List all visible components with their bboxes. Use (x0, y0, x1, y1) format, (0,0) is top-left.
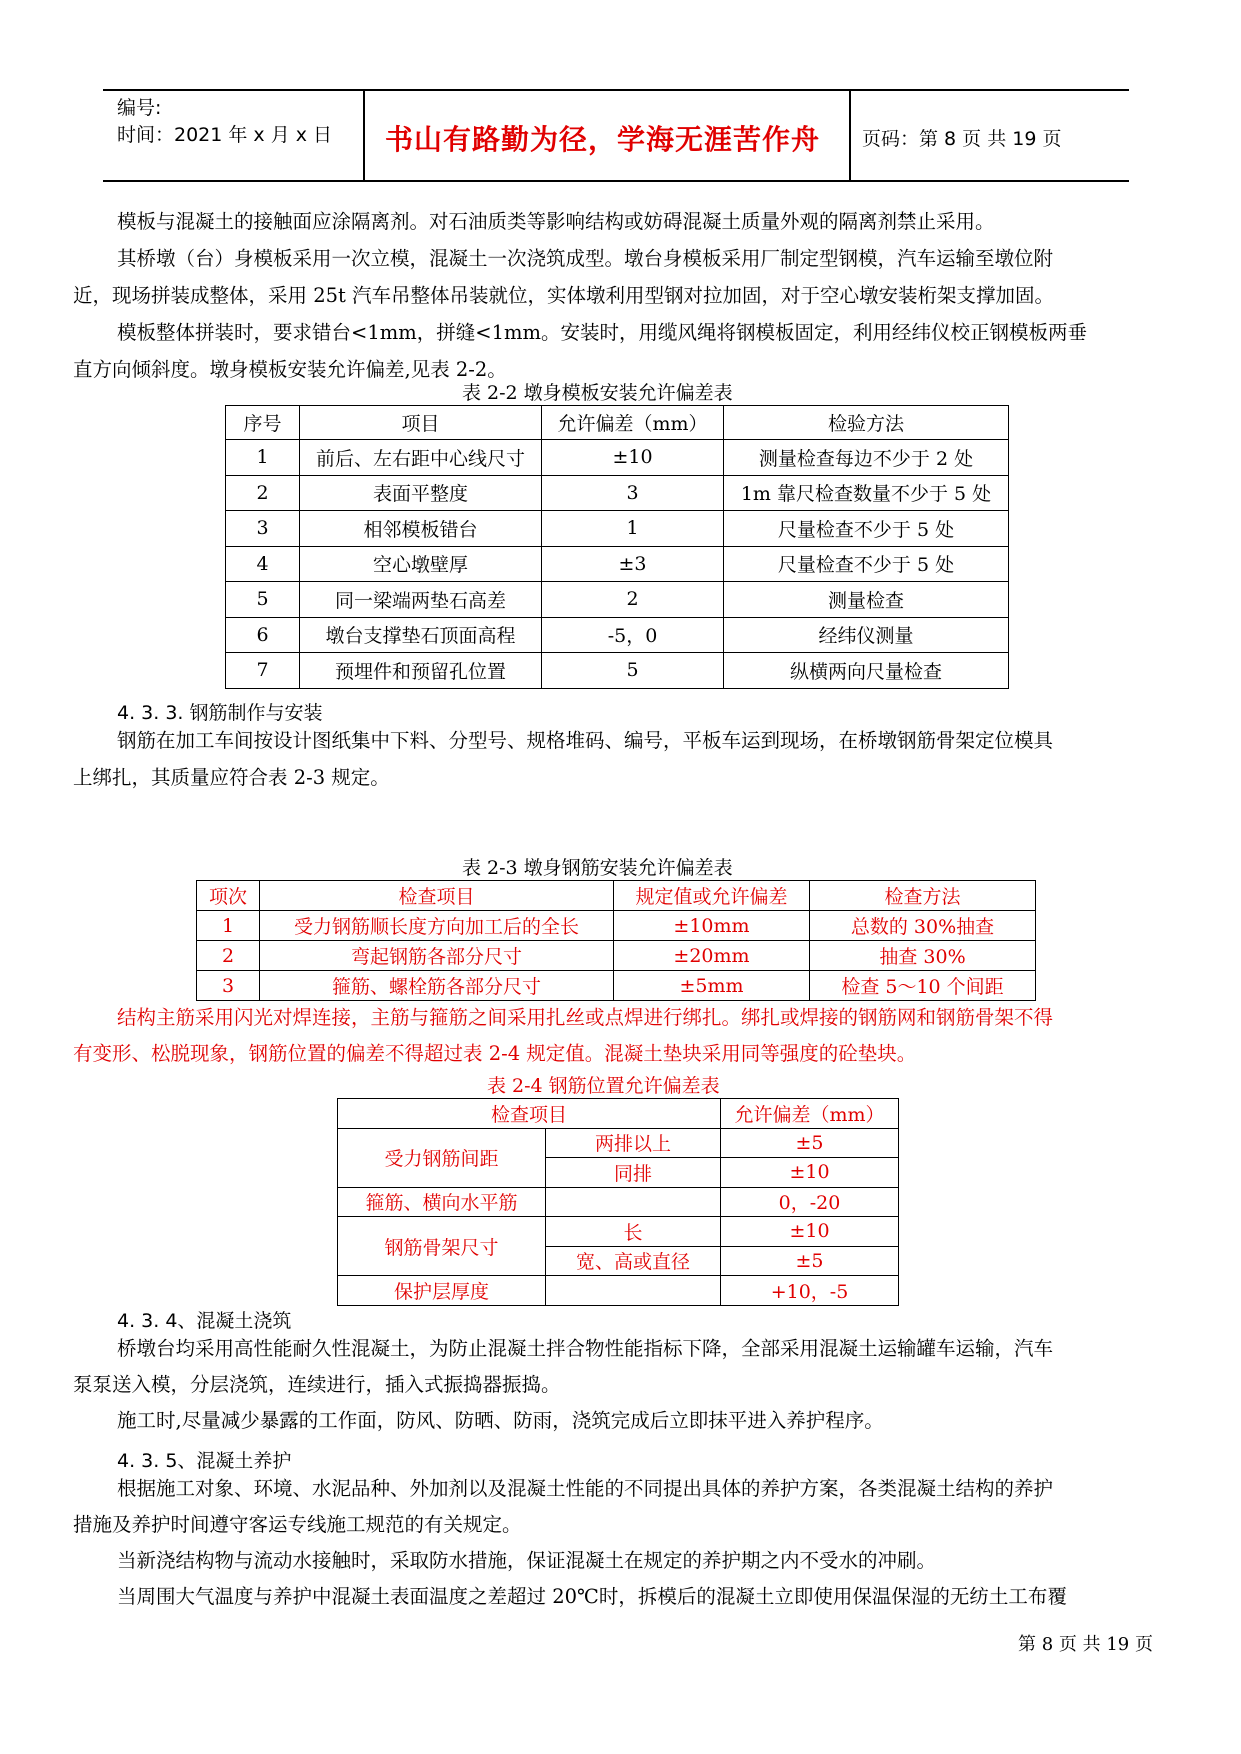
table-cell: 1 (197, 911, 260, 941)
table-cell: 受力钢筋顺长度方向加工后的全长 (260, 911, 614, 941)
table-cell: 测量检查 (724, 582, 1009, 618)
table-cell: 钢筋骨架尺寸 (338, 1217, 546, 1276)
table-cell (546, 1276, 721, 1306)
table-2-4-caption: 表 2-4 钢筋位置允许偏差表 (487, 1075, 720, 1097)
table-cell: ±5mm (614, 971, 810, 1001)
table-cell: 6 (226, 617, 300, 653)
table-row (338, 1276, 899, 1306)
table-header-cell: 规定值或允许偏差 (614, 881, 810, 911)
table-cell: 受力钢筋间距 (338, 1128, 546, 1187)
table-2-3 (196, 880, 1036, 1001)
table-header-cell: 检查方法 (810, 881, 1036, 911)
table-cell: 同排 (546, 1158, 721, 1188)
table-row (338, 1217, 899, 1247)
table-row (226, 475, 1009, 511)
table-cell: 1m 靠尺检查数量不少于 5 处 (724, 475, 1009, 511)
header-motto: 书山有路勤为径，学海无涯苦作舟 (385, 123, 821, 156)
paragraph-line: 结构主筋采用闪光对焊连接，主筋与箍筋之间采用扎丝或点焊进行绑扎。绑扎或焊接的钢筋网和钢筋骨架不得 (117, 1006, 1054, 1029)
table-header-cell: 项次 (197, 881, 260, 911)
table-cell: 墩台支撑垫石顶面高程 (300, 617, 542, 653)
table-cell: 5 (226, 582, 300, 618)
table-cell: 3 (542, 475, 724, 511)
table-cell: ±3 (542, 546, 724, 582)
paragraph-line: 施工时,尽量减少暴露的工作面，防风、防晒、防雨，浇筑完成后立即抹平进入养护程序。 (117, 1409, 884, 1432)
table-cell: 检查 5～10 个间距 (810, 971, 1036, 1001)
table-header-cell: 允许偏差（mm） (721, 1099, 899, 1129)
paragraph-line: 上绑扎，其质量应符合表 2-3 规定。 (73, 766, 390, 789)
table-cell: 相邻模板错台 (300, 511, 542, 547)
paragraph-line: 近，现场拼装成整体，采用 25t 汽车吊整体吊装就位，实体墩利用型钢对拉加固，对于空心墩安装桁架支撑加固。 (73, 284, 1055, 307)
paragraph-line: 措施及养护时间遵守客运专线施工规范的有关规定。 (73, 1513, 522, 1536)
table-cell: ±10 (721, 1217, 899, 1247)
table-cell: 同一梁端两垫石高差 (300, 582, 542, 618)
paragraph-line: 当新浇结构物与流动水接触时，采取防水措施，保证混凝土在规定的养护期之内不受水的冲刷。 (117, 1549, 937, 1572)
paragraph-line: 根据施工对象、环境、水泥品种、外加剂以及混凝土性能的不同提出具体的养护方案，各类混凝土结构的养护 (117, 1477, 1054, 1500)
table-row (226, 440, 1009, 476)
table-row (226, 582, 1009, 618)
table-cell: 长 (546, 1217, 721, 1247)
table-cell: 抽查 30% (810, 941, 1036, 971)
table-cell: ±10 (542, 440, 724, 476)
table-cell: 1 (226, 440, 300, 476)
table-cell (546, 1187, 721, 1217)
section-heading-4-3-5: 4. 3. 5、混凝土养护 (117, 1450, 292, 1472)
table-cell: 表面平整度 (300, 475, 542, 511)
paragraph-line: 钢筋在加工车间按设计图纸集中下料、分型号、规格堆码、编号，平板车运到现场，在桥墩钢筋骨架定位模具 (117, 729, 1054, 752)
table-cell: 两排以上 (546, 1128, 721, 1158)
table-row (338, 1187, 899, 1217)
table-cell: 2 (542, 582, 724, 618)
table-cell: 1 (542, 511, 724, 547)
section-heading-4-3-4: 4. 3. 4、混凝土浇筑 (117, 1310, 292, 1332)
header-number-label: 编号: (117, 97, 162, 119)
header-bottom-rule (103, 180, 1129, 182)
table-cell: ±5 (721, 1246, 899, 1276)
table-cell: 箍筋、螺栓筋各部分尺寸 (260, 971, 614, 1001)
table-2-2 (225, 405, 1009, 689)
table-header-cell: 检查项目 (260, 881, 614, 911)
table-2-4 (337, 1098, 899, 1306)
table-cell: 纵横两向尺量检查 (724, 653, 1009, 689)
table-cell: 5 (542, 653, 724, 689)
table-header-cell: 允许偏差（mm） (542, 406, 724, 440)
paragraph-line: 有变形、松脱现象，钢筋位置的偏差不得超过表 2-4 规定值。混凝土垫块采用同等强度的砼垫块。 (73, 1042, 917, 1065)
header-time: 时间：2021 年 x 月 x 日 (117, 124, 333, 146)
table-cell: +10，-5 (721, 1276, 899, 1306)
table-cell: 总数的 30%抽查 (810, 911, 1036, 941)
table-cell: ±20mm (614, 941, 810, 971)
table-header-row (226, 406, 1009, 440)
table-row (197, 941, 1036, 971)
table-cell: 弯起钢筋各部分尺寸 (260, 941, 614, 971)
table-header-row (338, 1099, 899, 1129)
paragraph-line: 其桥墩（台）身模板采用一次立模，混凝土一次浇筑成型。墩台身模板采用厂制定型钢模，汽车运输至墩位附 (117, 247, 1054, 270)
table-cell: 2 (197, 941, 260, 971)
page-footer: 第 8 页 共 19 页 (1018, 1634, 1153, 1655)
paragraph-line: 直方向倾斜度。墩身模板安装允许偏差,见表 2-2。 (73, 358, 507, 381)
table-header-cell: 检验方法 (724, 406, 1009, 440)
table-row (197, 971, 1036, 1001)
header-divider-right (849, 89, 851, 181)
table-2-3-caption: 表 2-3 墩身钢筋安装允许偏差表 (462, 857, 733, 879)
table-cell: 宽、高或直径 (546, 1246, 721, 1276)
table-row (197, 911, 1036, 941)
table-row (226, 511, 1009, 547)
table-header-cell: 项目 (300, 406, 542, 440)
table-2-2-caption: 表 2-2 墩身模板安装允许偏差表 (462, 382, 733, 404)
table-cell: 4 (226, 546, 300, 582)
paragraph-line: 模板整体拼装时，要求错台<1mm，拼缝<1mm。安装时，用缆风绳将钢模板固定，利用经纬仪校正钢模板两垂 (117, 321, 1087, 344)
table-cell: 尺量检查不少于 5 处 (724, 546, 1009, 582)
table-cell: 经纬仪测量 (724, 617, 1009, 653)
paragraph-line: 桥墩台均采用高性能耐久性混凝土，为防止混凝土拌合物性能指标下降，全部采用混凝土运输罐车运输，汽车 (117, 1337, 1054, 1360)
header-top-rule (103, 89, 1129, 91)
paragraph-line: 泵泵送入模，分层浇筑，连续进行，插入式振捣器振捣。 (73, 1373, 561, 1396)
table-row (226, 617, 1009, 653)
table-cell: 0，-20 (721, 1187, 899, 1217)
table-cell: -5，0 (542, 617, 724, 653)
table-header-cell: 序号 (226, 406, 300, 440)
table-header-cell: 检查项目 (338, 1099, 721, 1129)
table-cell: 2 (226, 475, 300, 511)
table-cell: 尺量检查不少于 5 处 (724, 511, 1009, 547)
table-cell: 空心墩壁厚 (300, 546, 542, 582)
table-cell: 预埋件和预留孔位置 (300, 653, 542, 689)
table-cell: 3 (226, 511, 300, 547)
table-cell: 保护层厚度 (338, 1276, 546, 1306)
table-row (226, 546, 1009, 582)
table-cell: ±10mm (614, 911, 810, 941)
table-cell: 箍筋、横向水平筋 (338, 1187, 546, 1217)
paragraph-line: 当周围大气温度与养护中混凝土表面温度之差超过 20℃时，拆模后的混凝土立即使用保温保湿的无纺土工布覆 (117, 1585, 1067, 1608)
table-cell: ±10 (721, 1158, 899, 1188)
header-page-info: 页码：第 8 页 共 19 页 (862, 128, 1062, 150)
header-divider-left (363, 89, 365, 181)
table-cell: 前后、左右距中心线尺寸 (300, 440, 542, 476)
table-cell: 7 (226, 653, 300, 689)
paragraph-line: 模板与混凝土的接触面应涂隔离剂。对石油质类等影响结构或妨碍混凝土质量外观的隔离剂禁止采用。 (117, 210, 995, 233)
section-heading-4-3-3: 4. 3. 3. 钢筋制作与安装 (117, 702, 323, 724)
table-row (338, 1128, 899, 1158)
table-header-row (197, 881, 1036, 911)
table-cell: 3 (197, 971, 260, 1001)
table-cell: ±5 (721, 1128, 899, 1158)
table-cell: 测量检查每边不少于 2 处 (724, 440, 1009, 476)
table-row (226, 653, 1009, 689)
